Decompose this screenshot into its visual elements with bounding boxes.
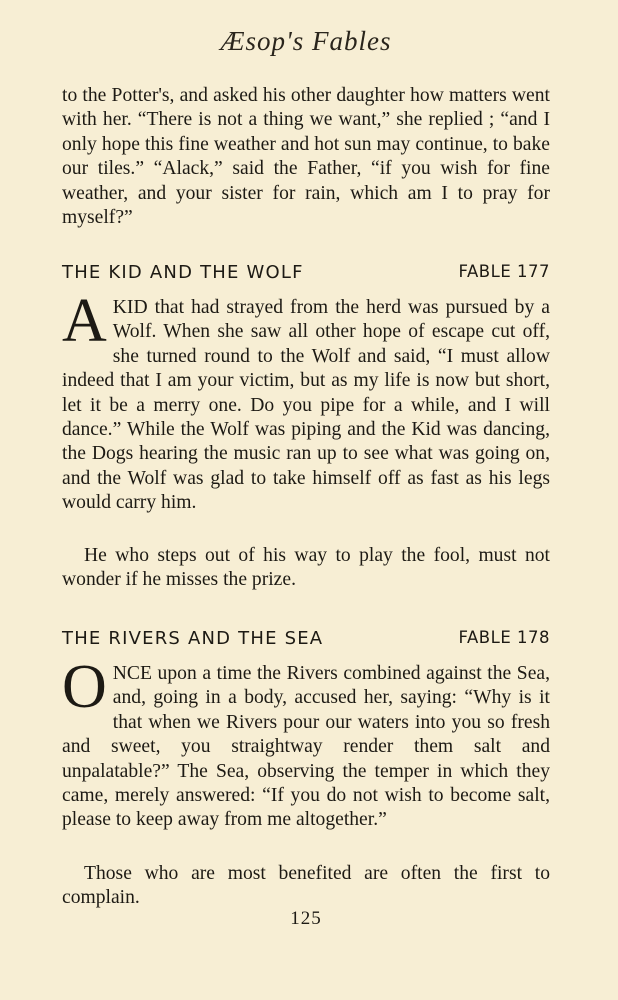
- fable-178-drop-cap: O: [62, 653, 107, 721]
- fable-177-heading: [62, 262, 550, 288]
- fable-177-text: KID that had strayed from the herd was pursued by a Wolf. When she saw all other hope of escape cut off, she turned round to the Wolf and said, “I must allow indeed that I am your victim, but as my life is now but short, let it be a merry one. Do you pipe for a while, and I will dance.” While the Wolf was piping and the Kid was dancing, the Dogs hearing the music ran up to see what was going on, and the Wolf was glad to take himself off as fast as his legs would carry him.: [62, 297, 550, 514]
- fable-177-title: THE KID AND THE WOLF: [62, 262, 304, 283]
- fable-177-drop-cap: A: [62, 287, 107, 355]
- fable-178-number: FABLE 178: [458, 628, 550, 647]
- fable-177-body: [62, 287, 550, 516]
- fable-178-title: THE RIVERS AND THE SEA: [62, 628, 324, 649]
- fable-178-text: NCE upon a time the Rivers combined against the Sea, and, going in a body, accused her, saying: “Why is it that when we Rivers pour our waters into you so fresh and sweet, you straightway render them salt and unpalatable?” The Sea, observing the temper in which they came, merely answered: “If you do not wish to become salt, please to keep away from me altogether.”: [62, 663, 550, 831]
- fable-177-number: FABLE 177: [458, 262, 550, 281]
- page-number: 125: [290, 908, 322, 929]
- fable-178-heading: [62, 628, 550, 654]
- fable-177-moral: He who steps out of his way to play the fool, must not wonder if he misses the prize.: [62, 545, 550, 591]
- fable-178-moral: Those who are most benefited are often the first to complain.: [62, 863, 550, 909]
- continued-paragraph: to the Potter's, and asked his other daughter how matters went with her. “There is not a thing we want,” she replied ; “and I only hope this fine weather and hot sun may continue, to bake our tiles.” “Alack,” said the Father, “if you wish for fine weather, and your sister for rain, which am I to pray for myself?”: [62, 85, 550, 229]
- running-head: Æsop's Fables: [220, 26, 392, 56]
- fable-178-body: [62, 653, 550, 833]
